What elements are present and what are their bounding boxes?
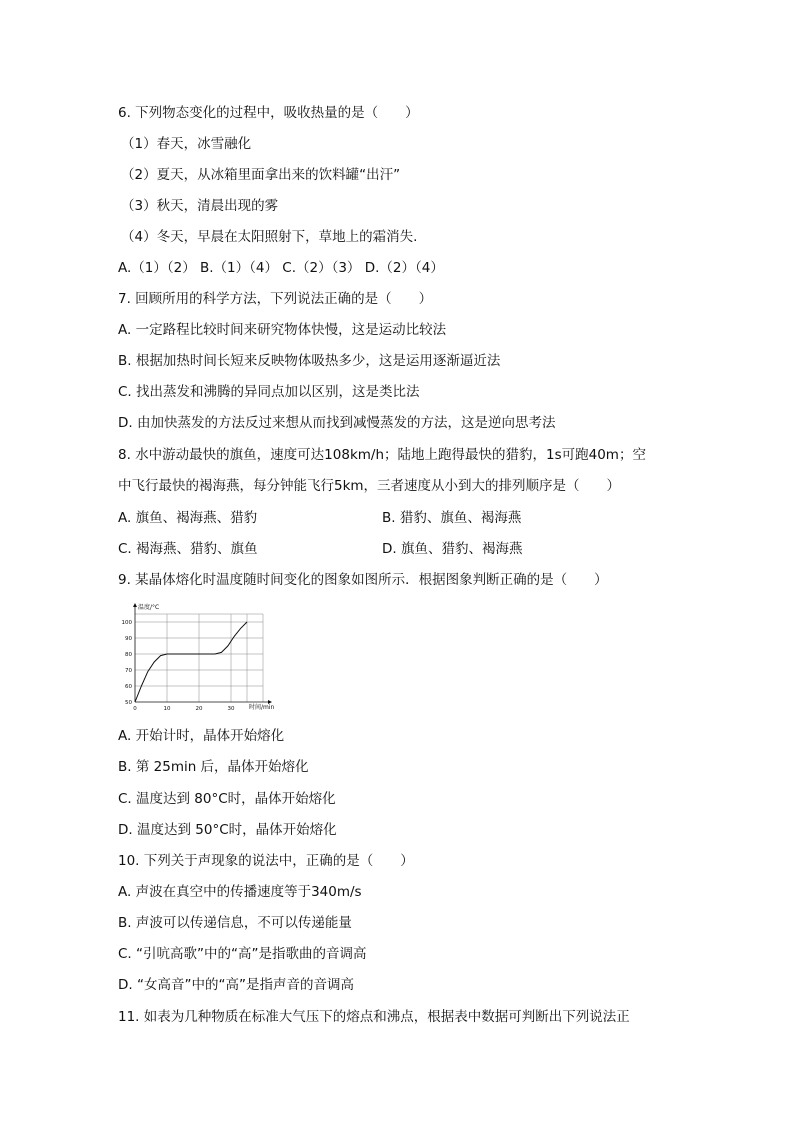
q11-stem: 11. 如表为几种物质在标准大气压下的熔点和沸点，根据表中数据可判断出下列说法正 bbox=[118, 1009, 630, 1025]
y-tick-label: 50 bbox=[125, 700, 132, 706]
q8-option-d: D. 旗鱼、猎豹、褐海燕 bbox=[382, 541, 523, 557]
q10-option-b: B. 声波可以传递信息，不可以传递能量 bbox=[118, 915, 352, 931]
q8-stem-line2: 中飞行最快的褐海燕，每分钟能飞行5km，三者速度从小到大的排列顺序是（ ） bbox=[118, 478, 621, 494]
y-tick-label: 90 bbox=[125, 636, 132, 642]
q7-option-d: D. 由加快蒸发的方法反过来想从而找到减慢蒸发的方法，这是逆向思考法 bbox=[118, 415, 556, 431]
y-axis-label: 温度/°C bbox=[138, 604, 160, 611]
q9-option-a: A. 开始计时，晶体开始熔化 bbox=[118, 728, 285, 744]
q9-option-d: D. 温度达到 50°C时，晶体开始熔化 bbox=[118, 822, 337, 838]
melting-chart-svg bbox=[115, 600, 275, 712]
y-tick-label: 60 bbox=[125, 684, 132, 690]
q9-stem: 9. 某晶体熔化时温度随时间变化的图象如图所示．根据图象判断正确的是（ ） bbox=[118, 572, 608, 588]
q6-item-4: （4）冬天，早晨在太阳照射下，草地上的霜消失. bbox=[121, 229, 418, 245]
y-tick-label: 100 bbox=[121, 620, 132, 626]
q8-option-c: C. 褐海燕、猎豹、旗鱼 bbox=[118, 541, 258, 557]
q7-option-b: B. 根据加热时间长短来反映物体吸热多少，这是运用逐渐逼近法 bbox=[118, 353, 501, 369]
x-tick-label: 10 bbox=[163, 706, 171, 712]
x-axis-label: 时间/min bbox=[249, 704, 275, 711]
temperature-curve bbox=[135, 622, 247, 702]
q6-item-3: （3）秋天，清晨出现的雾 bbox=[121, 198, 279, 214]
q7-option-c: C. 找出蒸发和沸腾的异同点加以区别，这是类比法 bbox=[118, 384, 420, 400]
melting-chart bbox=[115, 600, 275, 712]
q6-item-2: （2）夏天，从冰箱里面拿出来的饮料罐“出汗” bbox=[121, 167, 401, 183]
q8-option-a: A. 旗鱼、褐海燕、猎豹 bbox=[118, 510, 258, 526]
y-tick-label: 80 bbox=[125, 652, 132, 658]
q9-option-c: C. 温度达到 80°C时，晶体开始熔化 bbox=[118, 791, 336, 807]
q8-option-b: B. 猎豹、旗鱼、褐海燕 bbox=[382, 510, 522, 526]
y-tick-label: 70 bbox=[125, 668, 132, 674]
q7-option-a: A. 一定路程比较时间来研究物体快慢，这是运动比较法 bbox=[118, 322, 447, 338]
q10-stem: 10. 下列关于声现象的说法中，正确的是（ ） bbox=[118, 853, 414, 869]
x-tick-label: 20 bbox=[195, 706, 203, 712]
q6-stem: 6. 下列物态变化的过程中，吸收热量的是（ ） bbox=[118, 105, 419, 121]
q7-stem: 7. 回顾所用的科学方法，下列说法正确的是（ ） bbox=[118, 291, 433, 307]
x-tick-label: 30 bbox=[227, 706, 235, 712]
x-tick-label: 0 bbox=[133, 706, 137, 712]
y-axis-arrow bbox=[133, 603, 137, 607]
q6-options: A.（1）（2） B.（1）（4） C.（2）（3） D.（2）（4） bbox=[118, 260, 444, 276]
q10-option-c: C. “引吭高歌”中的“高”是指歌曲的音调高 bbox=[118, 946, 367, 962]
q10-option-a: A. 声波在真空中的传播速度等于340m/s bbox=[118, 884, 362, 900]
q9-option-b: B. 第 25min 后，晶体开始熔化 bbox=[118, 759, 309, 775]
q10-option-d: D. “女高音”中的“高”是指声音的音调高 bbox=[118, 977, 354, 993]
q8-stem-line1: 8. 水中游动最快的旗鱼，速度可达108km/h；陆地上跑得最快的猎豹，1s可跑40m；空 bbox=[118, 447, 646, 463]
q6-item-1: （1）春天，冰雪融化 bbox=[121, 136, 252, 152]
